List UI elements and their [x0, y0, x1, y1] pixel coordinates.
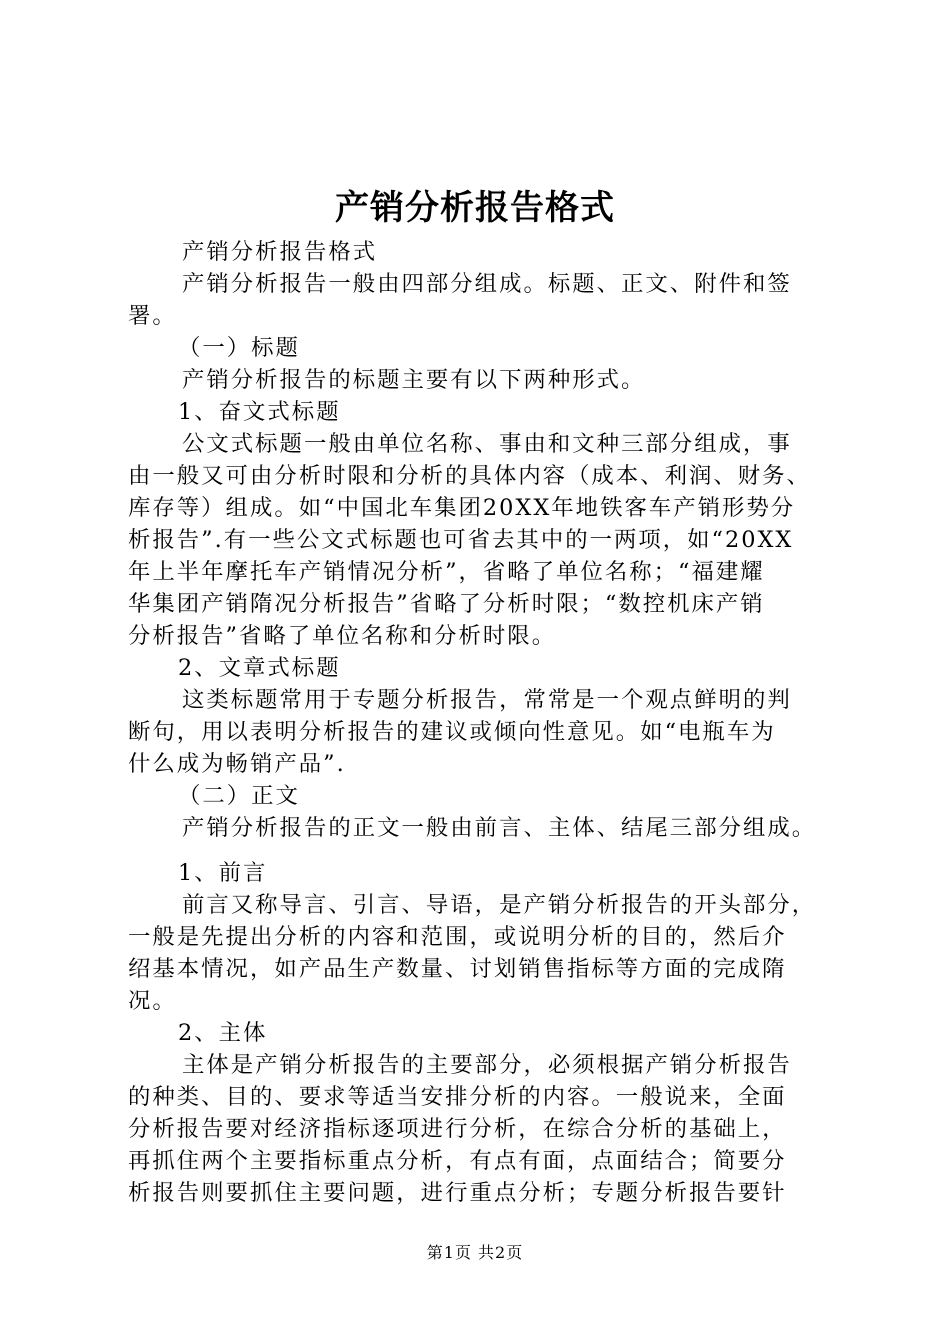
- paragraph-line: 署。: [128, 303, 177, 329]
- paragraph-line: 年上半年摩托车产销情况分析”，省略了单位名称；“福建耀: [128, 559, 765, 585]
- paragraph-line: 产销分析报告的正文一般由前言、主体、结尾三部分组成。: [182, 815, 817, 841]
- paragraph-line: 产销分析报告一般由四部分组成。标题、正文、附件和签: [182, 271, 792, 297]
- page-footer: 第1页 共2页: [426, 1243, 524, 1262]
- paragraph-line: 断句，用以表明分析报告的建议或倾向性意见。如“电瓶车为: [128, 719, 776, 745]
- paragraph-line: 再抓住两个主要指标重点分析，有点有面，点面结合；简要分: [128, 1148, 787, 1174]
- paragraph-line: 的种类、目的、要求等适当安排分析的内容。一般说来，全面: [128, 1084, 787, 1110]
- section-heading: （一）标题: [178, 335, 300, 361]
- paragraph-line: 析报告”.有一些公文式标题也可省去其中的一两项，如“20XX: [128, 527, 794, 553]
- paragraph-gap: [128, 844, 834, 857]
- paragraph-line: 分析报告要对经济指标逐项进行分析，在综合分析的基础上，: [128, 1116, 787, 1142]
- paragraph-line: 分析报告”省略了单位名称和分析时限。: [128, 623, 557, 649]
- paragraph-line: 由一般又可由分析时限和分析的具体内容（成本、利润、财务、: [128, 463, 811, 489]
- section-heading: （二）正文: [178, 783, 300, 809]
- paragraph-line: 绍基本情况，如产品生产数量、讨划销售指标等方面的完成隋: [128, 956, 787, 982]
- subsection-heading: 2、文章式标题: [178, 655, 341, 681]
- paragraph-line: 主体是产销分析报告的主要部分，必须根据产销分析报告: [182, 1052, 792, 1078]
- paragraph-line: 前言又称导言、引言、导语，是产销分析报告的开头部分，: [182, 892, 817, 918]
- paragraph-line: 一般是先提出分析的内容和范围，或说明分析的目的，然后介: [128, 924, 787, 950]
- subsection-heading: 2、主体: [178, 1020, 268, 1046]
- paragraph-line: 库存等）组成。如“中国北车集团20XX年地铁客车产销形势分: [128, 495, 796, 521]
- subsection-heading: 1、奋文式标题: [178, 399, 341, 425]
- paragraph-line: 什么成为畅销产品”.: [128, 751, 346, 777]
- paragraph-line: 华集团产销隋况分析报告”省略了分析时限；“数控机床产销: [128, 591, 765, 617]
- paragraph-line: 产销分析报告的标题主要有以下两种形式。: [182, 367, 646, 393]
- paragraph-line: 析报告则要抓住主要问题，进行重点分析；专题分析报告要针: [128, 1180, 787, 1206]
- paragraph-line: 公文式标题一般由单位名称、事由和文种三部分组成，事: [182, 431, 792, 457]
- paragraph-line: 况。: [128, 988, 177, 1014]
- document-body: [128, 236, 834, 1209]
- document-title: 产销分析报告格式: [335, 188, 615, 228]
- paragraph-line: 产销分析报告格式: [182, 239, 378, 265]
- paragraph-line: 这类标题常用于专题分析报告，常常是一个观点鲜明的判: [182, 687, 792, 713]
- subsection-heading: 1、前言: [178, 860, 268, 886]
